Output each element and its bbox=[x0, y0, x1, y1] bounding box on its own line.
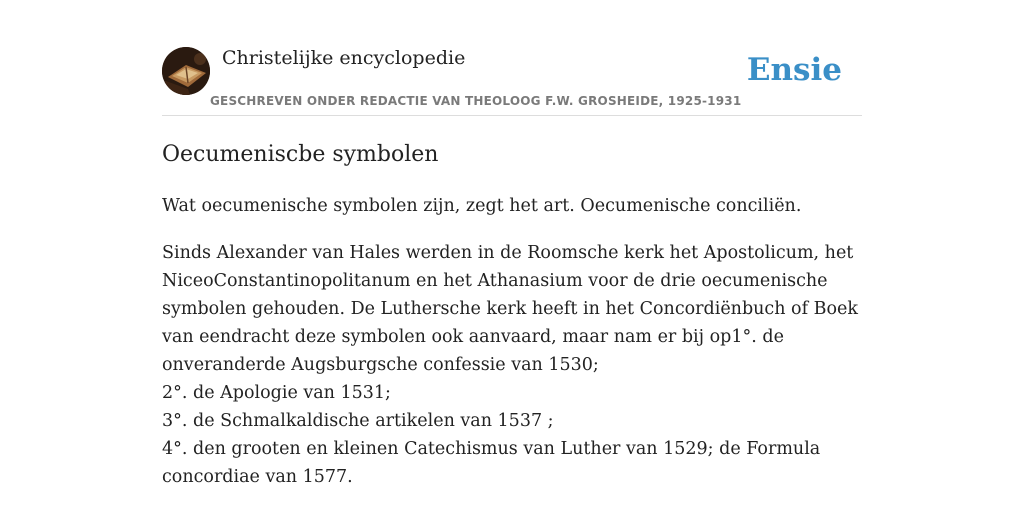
body-line: symbolen gehouden. De Luthersche kerk heeft in het Concordiënbuch of Boek bbox=[162, 299, 858, 319]
body-line: Sinds Alexander van Hales werden in de Roomsche kerk het Apostolicum, het bbox=[162, 243, 854, 263]
body-line: 4°. den grooten en kleinen Catechismus van Luther van 1529; de Formula bbox=[162, 439, 821, 459]
site-name[interactable]: Christelijke encyclopedie bbox=[222, 47, 466, 69]
body-line: concordiae van 1577. bbox=[162, 467, 353, 487]
brand-logo[interactable]: Ensie bbox=[746, 52, 842, 88]
body-line: van eendracht deze symbolen ook aanvaard, maar nam er bij op1°. de bbox=[162, 327, 784, 347]
article-title: Oecumeniscbe symbolen bbox=[162, 142, 439, 167]
book-avatar-icon[interactable] bbox=[162, 47, 210, 95]
book-avatar-graphic bbox=[162, 47, 210, 95]
header-divider bbox=[162, 115, 862, 116]
body-line: onveranderde Augsburgsche confessie van 1530; bbox=[162, 355, 599, 375]
article-body bbox=[162, 239, 862, 491]
article-intro: Wat oecumenische symbolen zijn, zegt het art. Oecumenische conciliën. bbox=[162, 196, 802, 216]
site-tagline: GESCHREVEN ONDER REDACTIE VAN THEOLOOG F.W. GROSHEIDE, 1925-1931 bbox=[210, 94, 742, 108]
body-line: 3°. de Schmalkaldische artikelen van 1537 ; bbox=[162, 411, 554, 431]
body-line: NiceoConstantinopolitanum en het Athanasium voor de drie oecumenische bbox=[162, 271, 828, 291]
body-line: 2°. de Apologie van 1531; bbox=[162, 383, 391, 403]
